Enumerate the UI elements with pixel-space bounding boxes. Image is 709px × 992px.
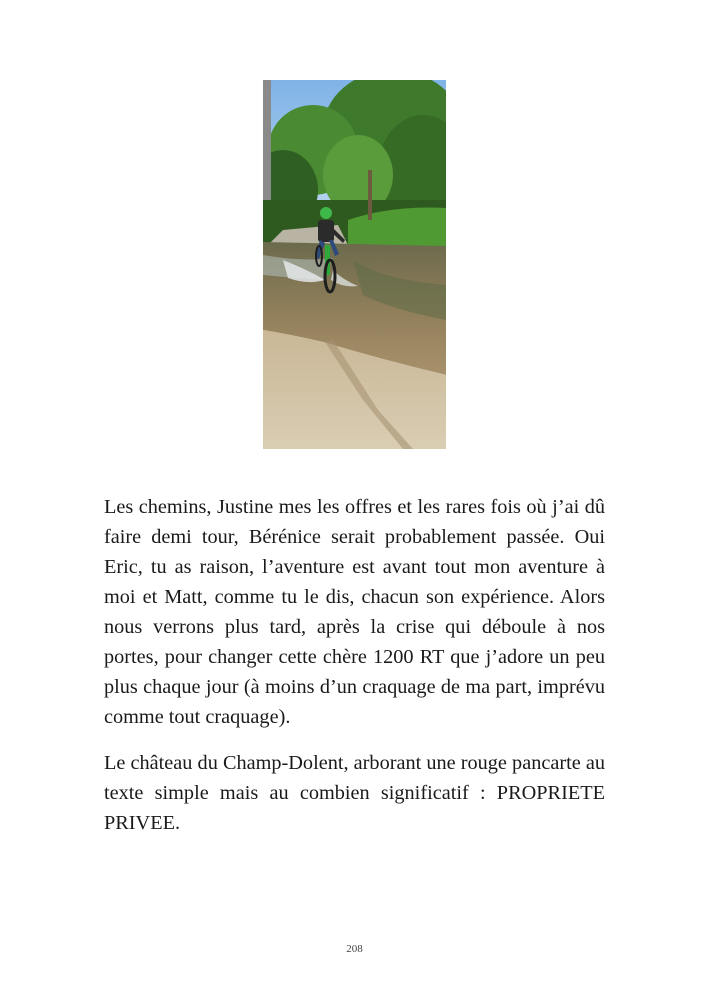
paragraph-2: Le château du Champ-Dolent, arborant une rouge pancarte au texte simple mais au combien significatif : PROPRIETE PRIVEE. <box>104 752 605 834</box>
body-text <box>104 492 605 838</box>
photo-cyclist-flooded-road <box>263 80 446 449</box>
page-number: 208 <box>346 943 363 955</box>
photo-illustration <box>263 80 446 449</box>
paragraph-1: Les chemins, Justine mes les offres et les rares fois où j’ai dû faire demi tour, Bérénice serait probablement passée. Oui Eric, tu as raison, l’aventure est avant tout mon aventure à moi et Matt, comme tu le dis, chacun son expérience. Alors nous verrons plus tard, après la crise qui déboule à nos portes, pour changer cette chère 1200 RT que j’adore un peu plus chaque jour (à moins d’un craquage de ma part, imprévu comme tout craquage). <box>104 496 605 728</box>
